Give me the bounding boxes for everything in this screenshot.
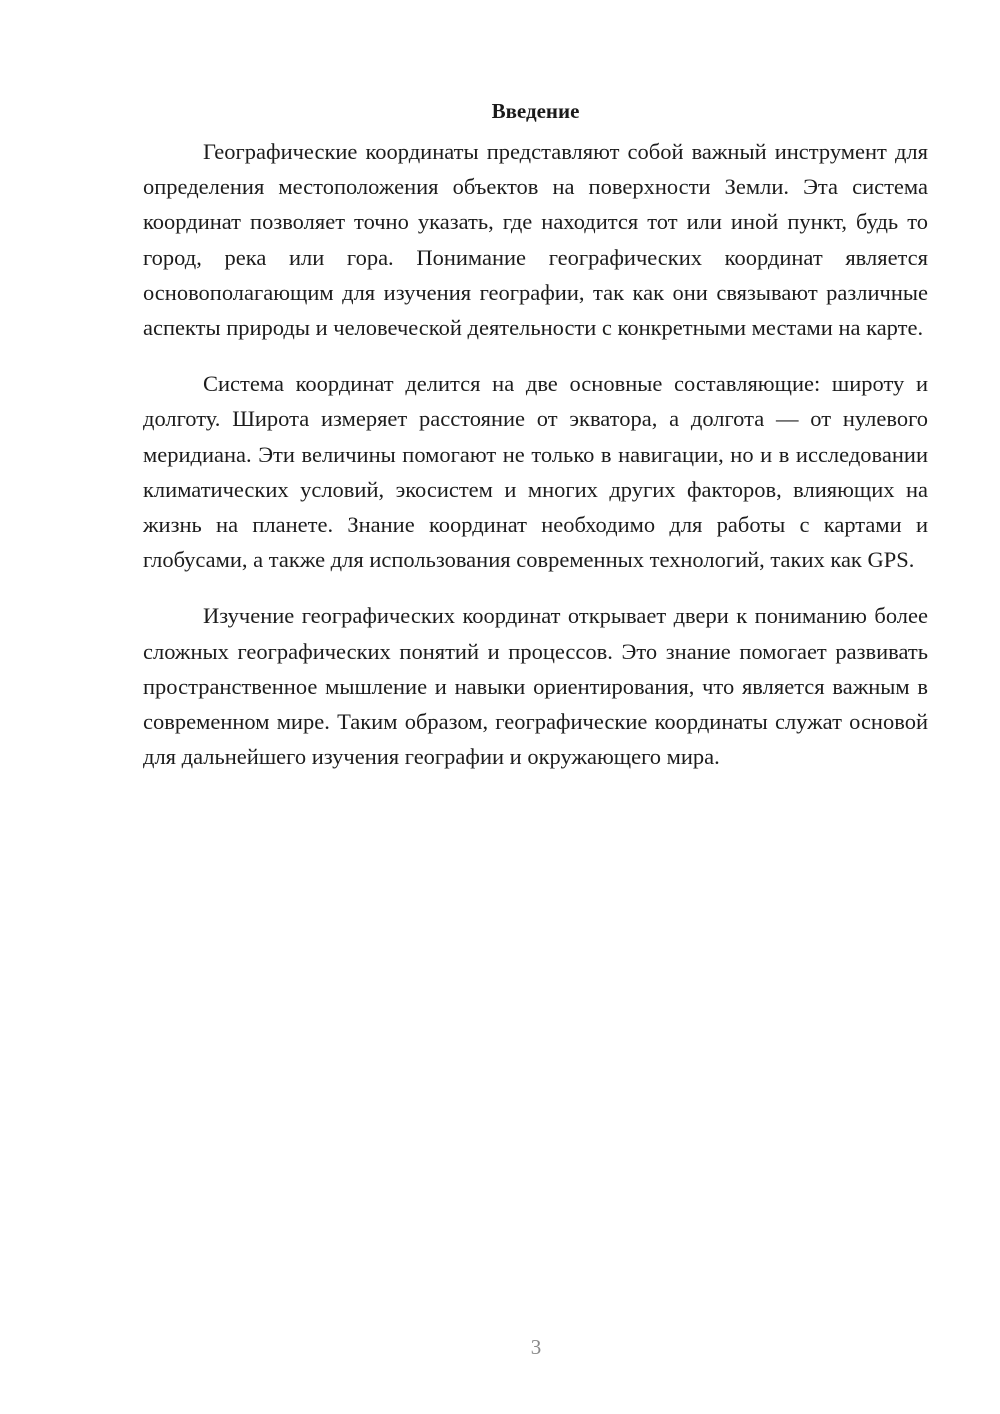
paragraph-1: Географические координаты представляют собой важный инструмент для определения местоположения объектов на поверхности Земли. Эта система координат позволяет точно указать, где находится тот или иной пункт, будь то город, река или гора. Понимание географических координат является основополагающим для изучения географии, так как они связывают различные аспекты природы и человеческой деятельности с конкретными местами на карте. (143, 139, 928, 341)
paragraph-2: Система координат делится на две основные составляющие: широту и долготу. Широта измеряет расстояние от экватора, а долгота — от нулевого меридиана. Эти величины помогают не только в навигации, но и в исследовании климатических условий, экосистем и многих других факторов, влияющих на жизнь на планете. Знание координат необходимо для работы с картами и глобусами, а также для использования современных технологий, таких как GPS. (143, 371, 928, 573)
page-number: 3 (530, 1335, 542, 1359)
paragraph-3: Изучение географических координат открывает двери к пониманию более сложных географических понятий и процессов. Это знание помогает развивать пространственное мышление и навыки ориентирования, что является важным в современном мире. Таким образом, географические координаты служат основой для дальнейшего изучения географии и окружающего мира. (143, 603, 928, 770)
page-content (143, 94, 928, 795)
section-heading: Введение (491, 99, 580, 123)
